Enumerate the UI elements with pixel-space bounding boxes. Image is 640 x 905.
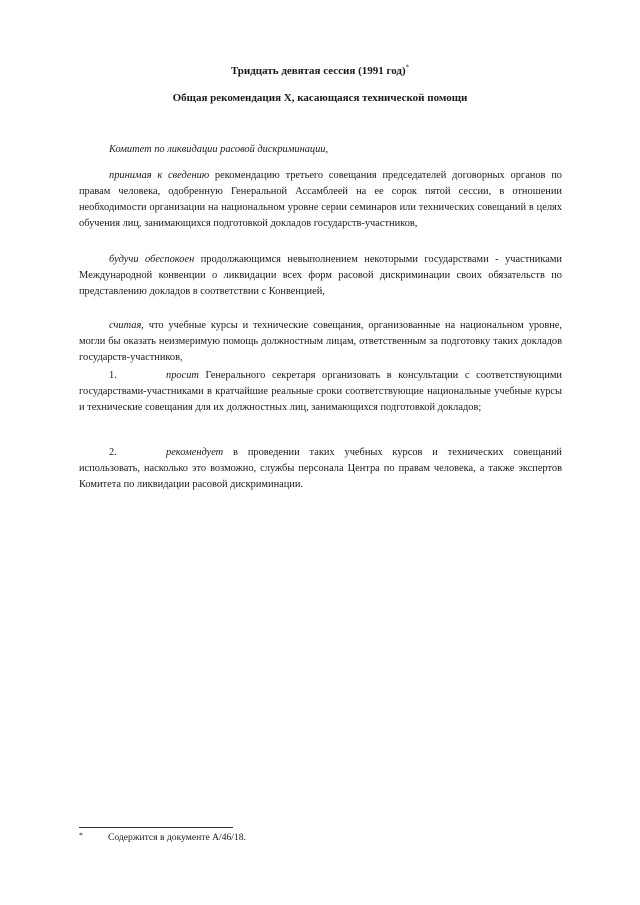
preamble-3-lead: считая [109, 320, 142, 331]
preamble-1-text: рекомендацию третьего совещания председателей договорных органов по правам человека, одобренную Генеральной Ассамблеей на ее сорок пятой сессии, в отношении необходимости организации на национальном уровне серии семинаров или технических совещаний в целях обучения лиц, занимающихся подготовкой докладов государств-участников, [79, 170, 562, 229]
item-1-number: 1. [109, 370, 117, 381]
operative-item-1 [79, 368, 562, 416]
item-2-number: 2. [109, 447, 117, 458]
committee-name: Комитет по ликвидации расовой дискриминации, [109, 144, 329, 155]
footnote-separator [79, 827, 233, 828]
preamble-paragraph-1 [79, 168, 562, 232]
recommendation-title: Общая рекомендация X, касающаяся технической помощи [172, 92, 468, 104]
preamble-paragraph-3 [79, 318, 562, 366]
item-1-text: Генерального секретаря организовать в консультации с соответствующими государствами-участниками в кратчайшие реальные сроки соответствующие национальные учебные курсы и технические совещания для их должностных лиц, занимающихся подготовкой докладов; [79, 370, 562, 413]
session-footnote-mark: * [405, 63, 410, 72]
footnote-text: Содержится в документе A/46/18. [108, 832, 246, 843]
committee-line [79, 142, 562, 158]
preamble-1-lead: принимая к сведению [109, 170, 210, 181]
item-1-lead: просит [166, 370, 199, 381]
footnote-mark: * [79, 831, 83, 840]
item-2-text: в проведении таких учебных курсов и технических совещаний использовать, насколько это возможно, службы персонала Центра по правам человека, а также экспертов Комитета по ликвидации расовой дискриминации. [79, 447, 562, 490]
item-2-lead: рекомендует [166, 447, 224, 458]
preamble-paragraph-2 [79, 252, 562, 300]
preamble-2-text: продолжающимся невыполнением некоторыми государствами - участниками Международной конвенции о ликвидации всех форм расовой дискриминации своих обязательств по представлению докладов в соответствии с Конвенцией, [79, 254, 562, 297]
operative-item-2 [79, 445, 562, 493]
preamble-3-text: , что учебные курсы и технические совещания, организованные на национальном уровне, могли бы оказать неизмеримую помощь должностным лицам, ответственным за подготовку таких докладов государств-участников, [79, 320, 562, 363]
preamble-2-lead: будучи обеспокоен [109, 254, 195, 265]
session-title [0, 64, 640, 78]
session-title-text: Тридцать девятая сессия (1991 год) [230, 65, 406, 77]
